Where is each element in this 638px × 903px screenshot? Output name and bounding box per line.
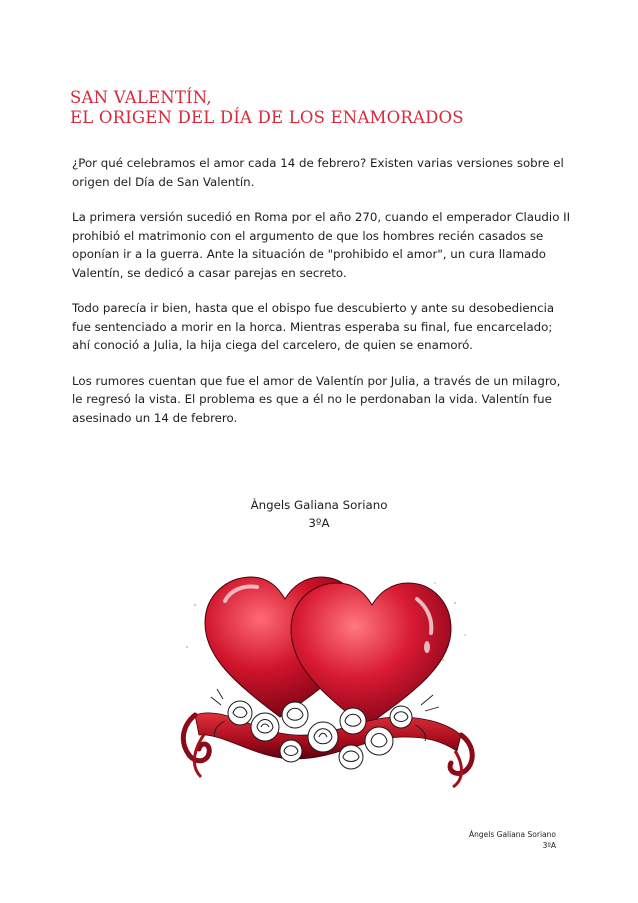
author-class: 3ºA [308,516,330,530]
author-name: Àngels Galiana Soriano [250,498,388,512]
footer-author-class: 3ºA [542,841,556,850]
title-line-1: SAN VALENTÍN, [70,88,212,107]
paragraph-rumors: Los rumores cuentan que fue el amor de Valentín por Julia, a través de un milagro, le regresó la vista. El problema es que a él no le perdonaban la vida. Valentín fue asesinado un 14 de febrero. [72,373,561,425]
article-body [72,154,572,444]
footer-signature [469,829,556,851]
paragraph-intro: ¿Por qué celebramos el amor cada 14 de febrero? Existen varias versiones sobre el origen del Día de San Valentín. [72,156,564,189]
title-line-2: EL ORIGEN DEL DÍA DE LOS ENAMORADOS [70,108,464,127]
paragraph-first-version: La primera versión sucedió en Roma por el año 270, cuando el emperador Claudio II prohibió el matrimonio con el argumento de que los hombres recién casados se oponían ir a la guerra. Ante la situación de "prohibido el amor", un cura llamado Valentín, se dedicó a casar parejas en secreto. [72,210,571,280]
author-signature [219,496,419,532]
right-heart [291,583,451,727]
page-title [70,88,464,128]
hearts-illustration [165,565,485,795]
footer-author-name: Àngels Galiana Soriano [469,830,556,839]
paragraph-bishop: Todo parecía ir bien, hasta que el obispo fue descubierto y ante su desobediencia fue sentenciado a morir en la horca. Mientras esperaba su final, fue encarcelado; ahí conoció a Julia, la hija ciega del carcelero, de quien se enamoró. [72,301,555,352]
